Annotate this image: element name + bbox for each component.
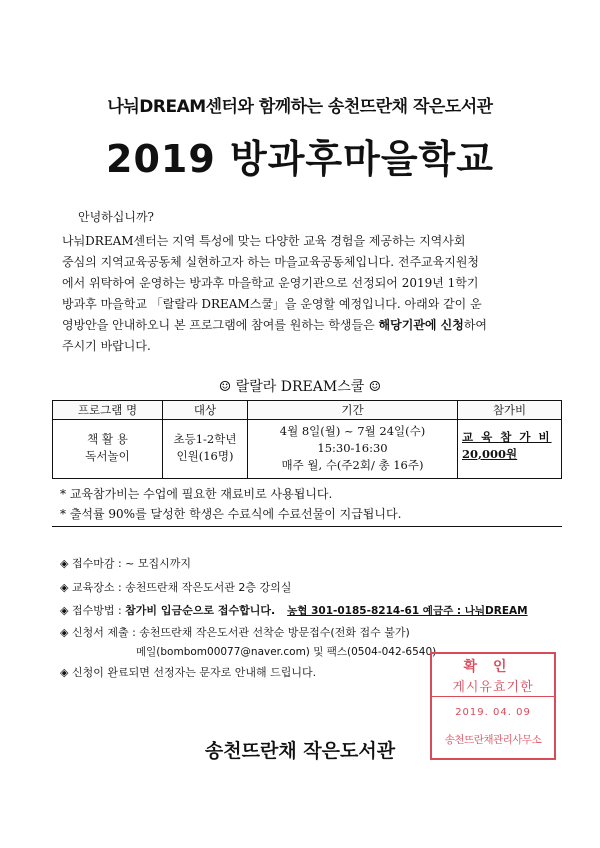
method-row [60, 602, 528, 618]
header-fee: 참가비 [458, 401, 562, 420]
notice-row [60, 664, 316, 680]
program-name-line-1: 책 활 용 [87, 432, 128, 446]
organization-name: 송천뜨란채 작은도서관 [204, 740, 396, 762]
greeting: 안녕하십니까? [78, 210, 154, 224]
program-table-header [53, 401, 562, 420]
subtitle: 나눠DREAM센터와 함께하는 송천뜨란채 작은도서관 [107, 97, 493, 117]
intro-line-5 [62, 315, 552, 336]
header-program-name: 프로그램 명 [53, 401, 163, 420]
target-line-1: 초등1-2학년 [173, 432, 237, 446]
stamp-line-4: 송천뜨란채관리사무소 [444, 734, 542, 746]
period-cell [248, 420, 458, 479]
header-period: 기간 [248, 401, 458, 420]
diamond-bullet-icon: ◈ [60, 604, 72, 617]
notes [52, 484, 562, 527]
intro-line-5-c: 하여 [463, 318, 488, 332]
venue: 교육장소 : 송천뜨란채 작은도서관 2층 강의실 [71, 581, 292, 594]
page-title: 2019 방과후마을학교 [106, 137, 494, 181]
header-target: 대상 [163, 401, 248, 420]
intro-line-5-a: 영방안을 안내하오니 본 프로그램에 참여를 원하는 학생들은 [62, 318, 379, 332]
note-2: * 출석률 90%를 달성한 학생은 수료식에 수료선물이 지급됩니다. [60, 507, 402, 521]
period-line-3: 매주 월, 수(주2회/ 총 16주) [281, 458, 424, 472]
intro-line-6: 주시기 바랍니다. [62, 339, 151, 353]
intro-line-2: 중심의 지역교육공동체 실현하고자 하는 마을교육공동체입니다. 전주교육지원청 [62, 255, 480, 269]
submit-line-1: 신청서 제출 : 송천뜨란채 작은도서관 선착순 방문접수(전화 접수 불가) [71, 626, 410, 639]
stamp-line-2: 게시유효기한 [452, 680, 534, 695]
bank-account: 농협 301-0185-8214-61 예금주 : 나눠DREAM [287, 605, 528, 617]
program-table [52, 400, 562, 479]
intro-emphasis: 해당기관에 신청 [378, 318, 464, 332]
note-1: * 교육참가비는 수업에 필요한 재료비로 사용됩니다. [60, 487, 333, 501]
diamond-bullet-icon: ◈ [60, 581, 72, 594]
target-line-2: 인원(16명) [176, 449, 234, 463]
venue-row [60, 579, 291, 595]
intro-line-4: 방과후 마을학교 「랄랄라 DREAM스쿨」을 운영할 예정입니다. 아래와 같이 운 [62, 297, 482, 311]
method-bold: 참가비 입금순으로 접수합니다. [125, 604, 276, 617]
intro-line-1: 나눠DREAM센터는 지역 특성에 맞는 다양한 교육 경험을 제공하는 지역사회 [62, 234, 466, 248]
period-line-1: 4월 8일(월) ~ 7월 24일(수) [279, 424, 426, 438]
diamond-bullet-icon: ◈ [60, 666, 72, 679]
submit-row [60, 624, 410, 640]
confirmation-stamp [430, 652, 556, 760]
deadline: 접수마감 : ~ 모집시까지 [71, 557, 192, 570]
fee-label: 교 육 참 가 비 [462, 430, 552, 444]
deadline-row [60, 555, 191, 571]
program-row [53, 420, 562, 479]
diamond-bullet-icon: ◈ [60, 557, 72, 570]
stamp-date: 2019. 04. 09 [455, 707, 531, 718]
period-line-2: 15:30-16:30 [317, 441, 388, 455]
target-cell [163, 420, 248, 479]
stamp-line-1: 확인 [463, 659, 523, 675]
diamond-bullet-icon: ◈ [60, 626, 72, 639]
program-title: ☺ 랄랄라 DREAM스쿨 ☺ [218, 379, 382, 395]
fee-cell [458, 420, 562, 479]
fee-amount: 20,000원 [462, 447, 518, 461]
notice: 신청이 완료되면 선정자는 문자로 안내해 드립니다. [71, 666, 317, 679]
method-label: 접수방법 : [71, 604, 126, 617]
program-name-line-2: 독서놀이 [85, 449, 130, 463]
program-name-cell [53, 420, 163, 479]
submit-line-2: 메일(bombom00077@naver.com) 및 팩스(0504-042-6540) [136, 646, 437, 658]
intro-line-3: 에서 위탁하여 운영하는 방과후 마을학교 운영기관으로 선정되어 2019년 1학기 [62, 276, 479, 290]
